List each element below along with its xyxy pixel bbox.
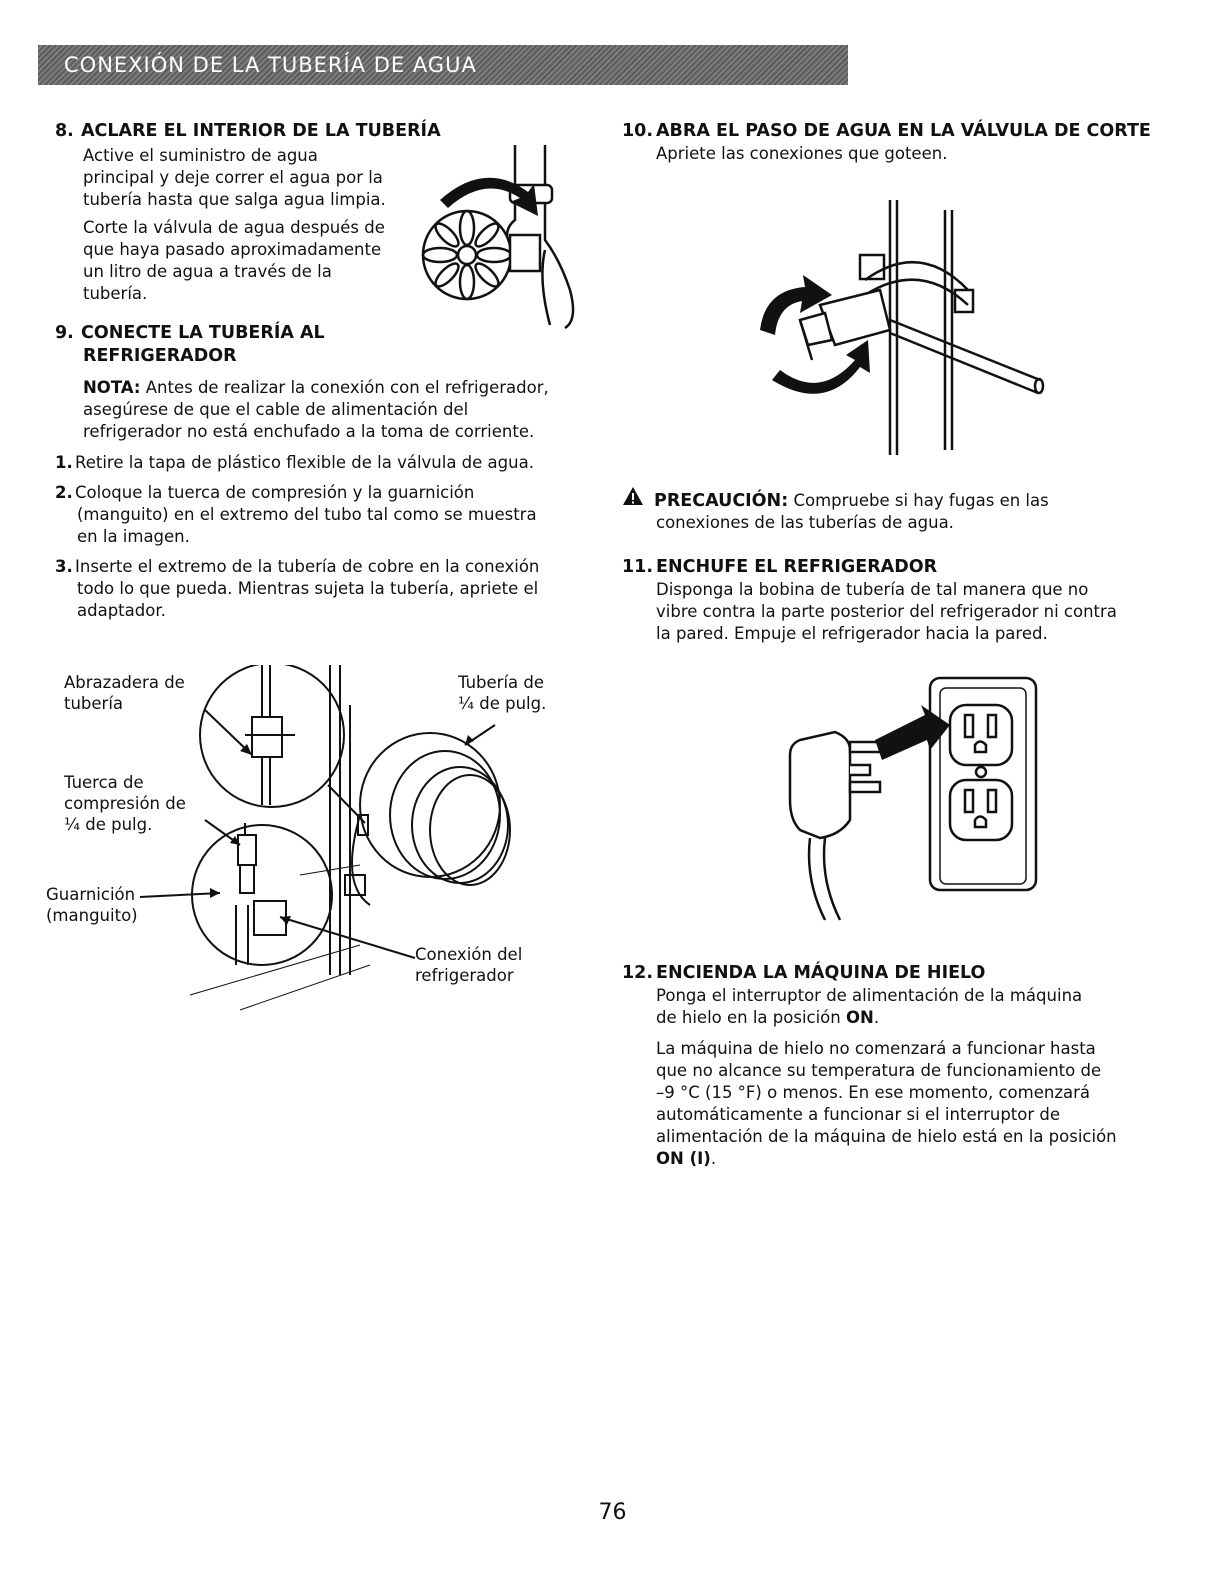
section-banner [38,45,848,85]
label-line: ¼ de pulg. [64,815,153,834]
step-text: la pared. Empuje el refrigerador hacia la pared. [656,624,1048,643]
label-line: ¼ de pulg. [458,694,547,713]
step-title: ENCHUFE EL REFRIGERADOR [656,557,938,577]
caution-text: conexiones de las tuberías de agua. [656,513,954,532]
step-title: ABRA EL PASO DE AGUA EN LA VÁLVULA DE CORTE [656,121,1151,141]
substep-text: (manguito) en el extremo del tubo tal como se muestra [77,505,537,524]
label-line: Tuerca de [64,773,144,792]
label-line: (manguito) [46,906,138,925]
step-number: 11. [622,557,654,577]
step-title: ACLARE EL INTERIOR DE LA TUBERÍA [81,121,441,141]
substep-text: todo lo que pueda. Mientras sujeta la tubería, apriete el [77,579,539,598]
page-number: 76 [598,1500,627,1525]
step-text: La máquina de hielo no comenzará a funcionar hasta [656,1039,1096,1058]
step-10 [622,120,1182,165]
substep-number: 1. [55,453,73,472]
label-fridge-connection [415,944,522,986]
on-label: ON [846,1008,874,1027]
substep-number: 3. [55,557,73,576]
step-text: alimentación de la máquina de hielo está en la posición [656,1127,1117,1146]
label-line: Tubería de [458,673,545,692]
step-text: automáticamente a funcionar si el interruptor de [656,1105,1061,1124]
label-line: Conexión del [415,945,523,964]
label-line: refrigerador [415,966,514,985]
section-title: CONEXIÓN DE LA TUBERÍA DE AGUA [64,53,477,77]
step-12: 12. ENCIENDA LA MÁQUINA DE HIELO Ponga el interruptor de alimentación de la máquina de hielo en la posición ON. La máquina de hielo no comenzará a funcionar hasta que no alcance su temperatura de funcionamiento de –9 °C (15 °F) o menos. En ese momento, comenzará automáticamente a funcionar si el interruptor de alimentación de la máquina de hielo está en la posición ON (I). [622,962,1192,1170]
step-text: vibre contra la parte posterior del refrigerador ni contra [656,602,1117,621]
label-line: compresión de [64,794,186,813]
substep-text: en la imagen. [77,527,190,546]
substep-text: Coloque la tuerca de compresión y la guarnición [75,483,475,502]
text-line: principal y deje correr el agua por la [83,168,383,187]
text-line: tubería. [83,284,148,303]
note-text: Antes de realizar la conexión con el refrigerador, [145,378,549,397]
substep-text: Retire la tapa de plástico flexible de la válvula de agua. [75,453,534,472]
caution-text: Compruebe si hay fugas en las [793,491,1049,510]
caution-label: PRECAUCIÓN: [654,491,789,511]
text-line: Corte la válvula de agua después de [83,218,385,237]
shutoff-valve-illustration [740,195,1050,460]
step-text: que no alcance su temperatura de funcionamiento de [656,1061,1102,1080]
step-title: CONECTE LA TUBERÍA AL [81,323,325,343]
text-line: que haya pasado aproximadamente [83,240,382,259]
step-text: Disponga la bobina de tubería de tal manera que no [656,580,1089,599]
label-line: Abrazadera de [64,673,185,692]
text-line: un litro de agua a través de la [83,262,332,281]
label-compression-nut [64,772,186,835]
note-label: NOTA: [83,378,141,397]
label-tube [458,672,546,714]
label-clamp [64,672,185,714]
note-text: refrigerador no está enchufado a la toma de corriente. [83,422,535,441]
note-text: asegúrese de que el cable de alimentación del [83,400,469,419]
step-number: 8. [55,121,74,141]
substep-text: Inserte el extremo de la tubería de cobre en la conexión [75,557,540,576]
warning-icon [622,486,654,512]
text-line: Active el suministro de agua [83,146,318,165]
step-title: ENCIENDA LA MÁQUINA DE HIELO [656,963,986,983]
label-line: tubería [64,694,124,713]
step-text: Apriete las conexiones que goteen. [656,144,948,163]
step-11 [622,556,1182,645]
step-number: 12. [622,963,654,983]
label-line: Guarnición [46,885,136,904]
step-title-line2: REFRIGERADOR [83,346,237,366]
step-number: 9. [55,323,74,343]
step-text: de hielo en la posición [656,1008,841,1027]
outlet-plug-illustration [780,670,1050,935]
text-line: tubería hasta que salga agua limpia. [83,190,386,209]
step-number: 10. [622,121,654,141]
substep-number: 2. [55,483,73,502]
caution [622,486,1182,534]
substep-text: adaptador. [77,601,166,620]
step-text: Ponga el interruptor de alimentación de la máquina [656,986,1083,1005]
label-sleeve [46,884,138,926]
on-label: ON (I) [656,1149,711,1168]
step-9 [55,322,615,622]
water-valve-illustration [410,140,590,330]
step-text: –9 °C (15 °F) o menos. En ese momento, comenzará [656,1083,1091,1102]
